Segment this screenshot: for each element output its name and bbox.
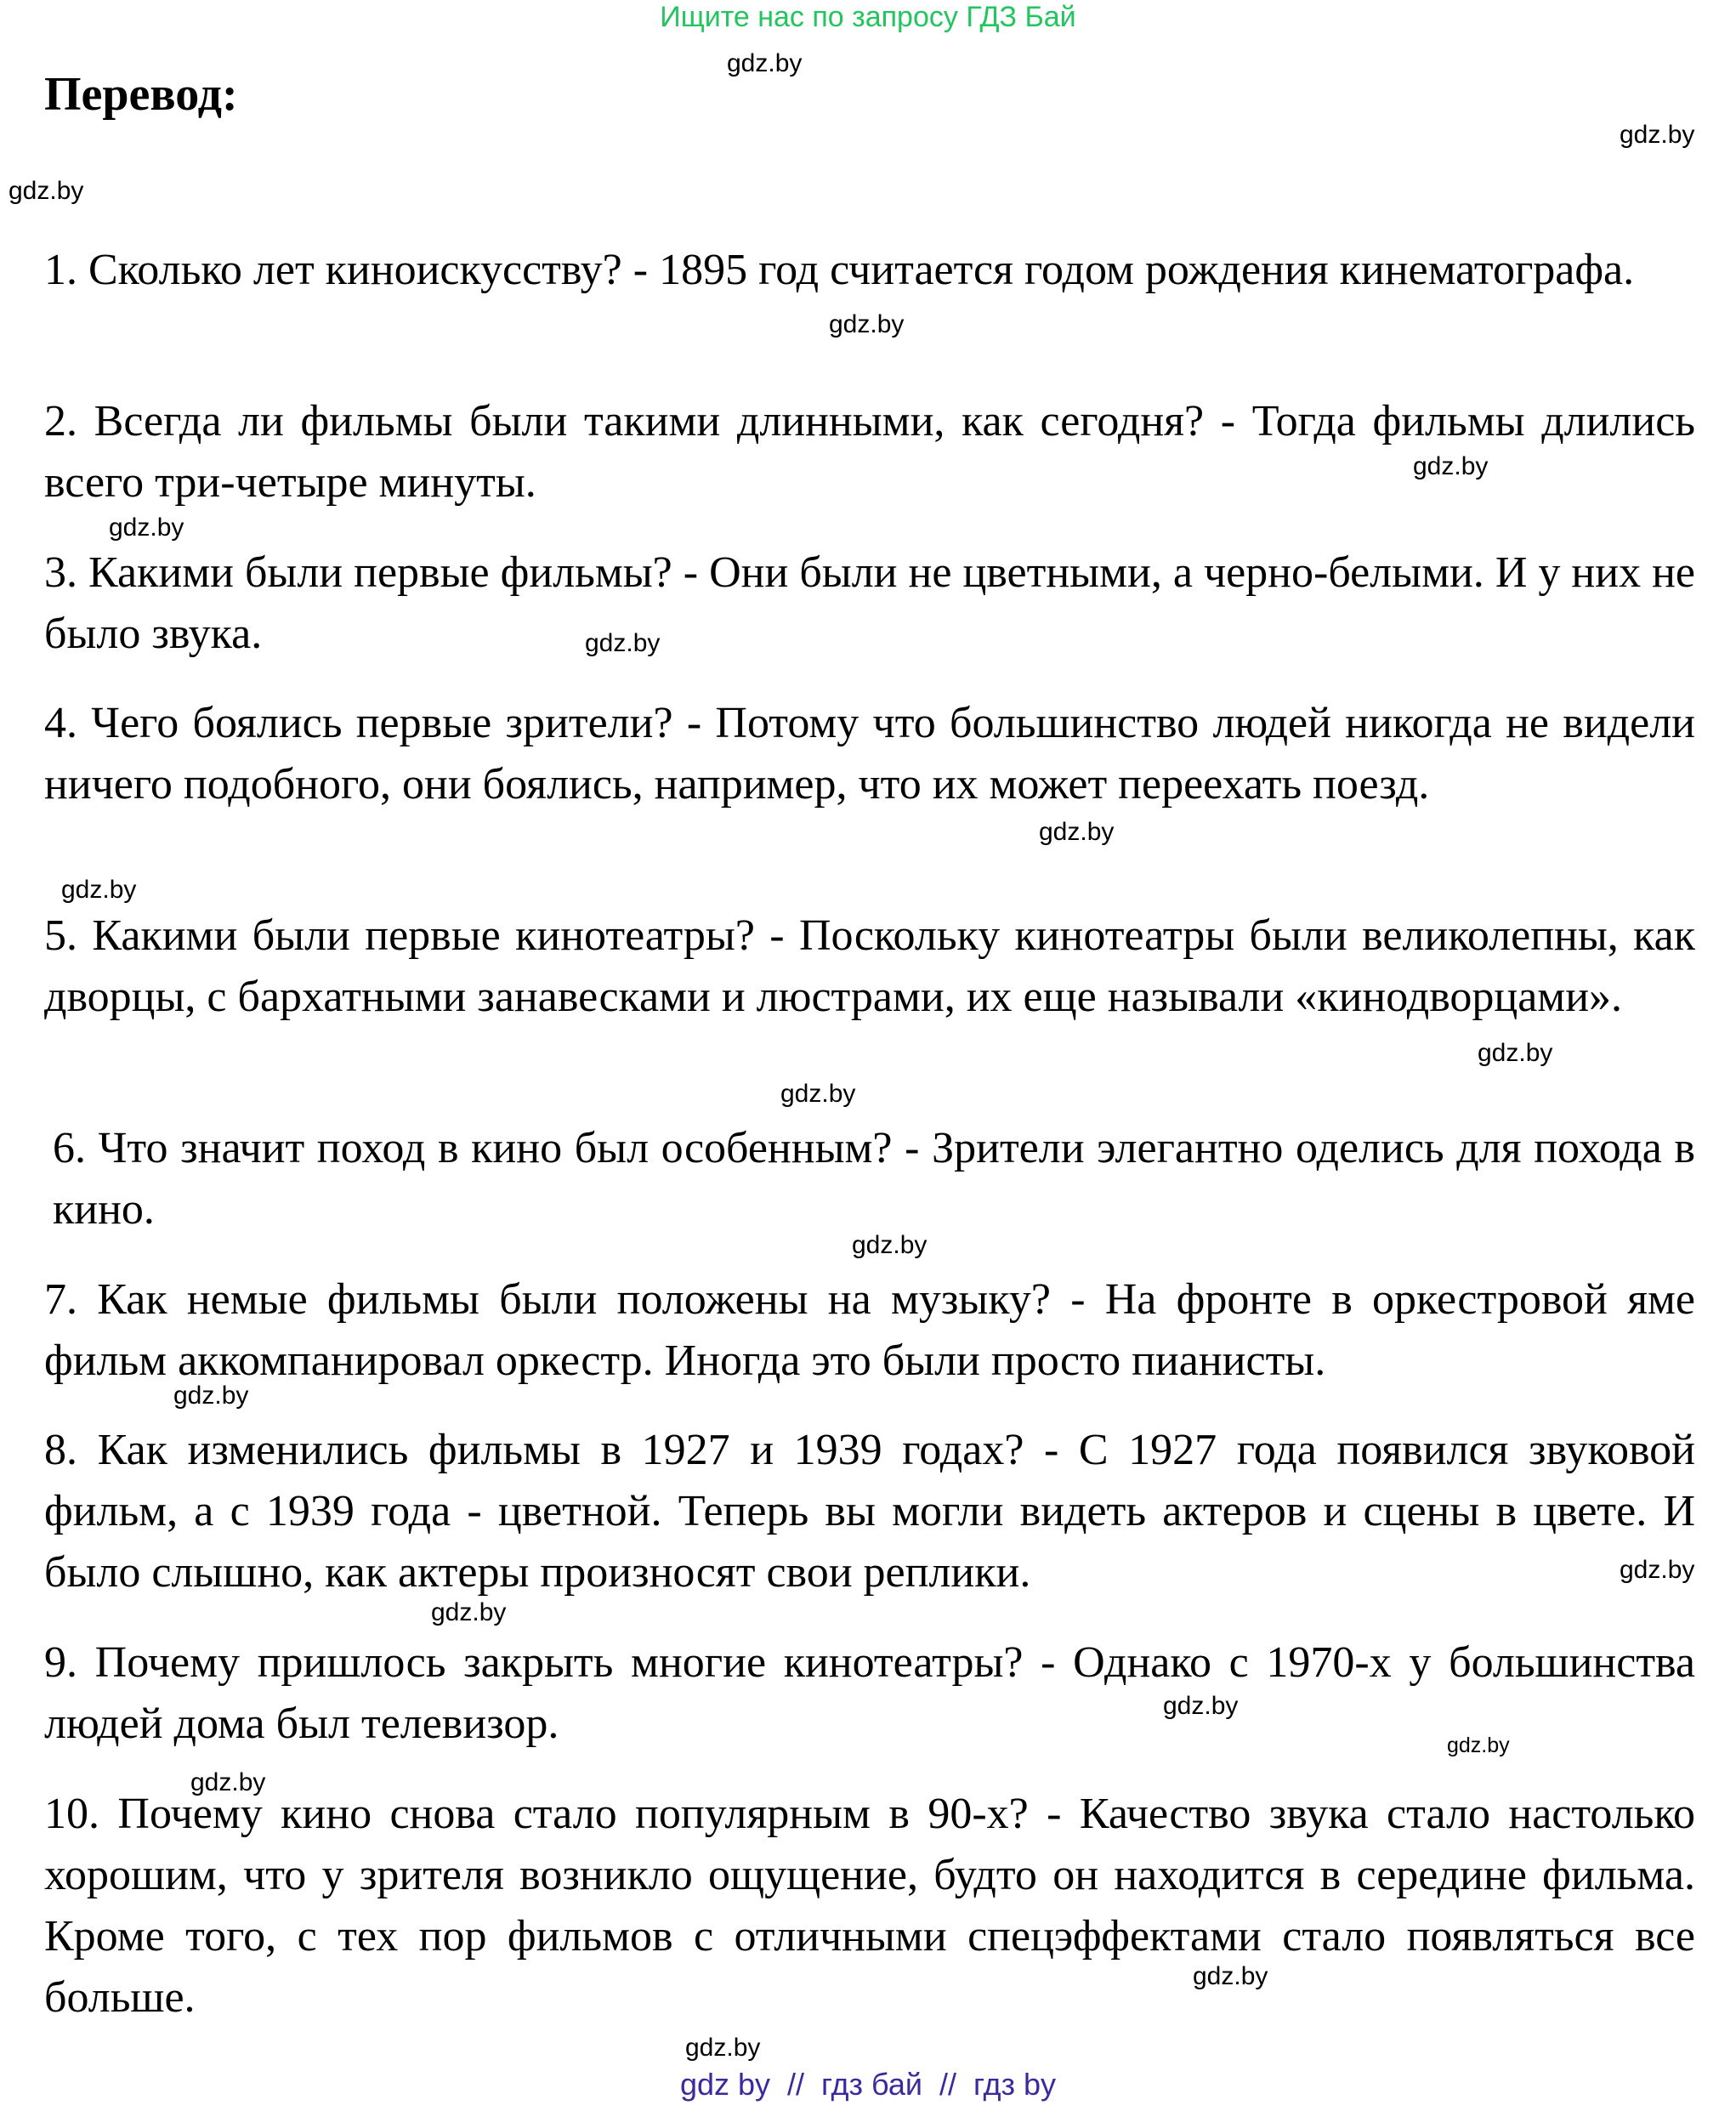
page-title: Перевод: <box>44 68 238 121</box>
watermark: gdz.by <box>1193 1962 1268 1990</box>
watermark: gdz.by <box>685 2034 761 2062</box>
watermark: gdz.by <box>109 514 184 542</box>
watermark: gdz.by <box>1620 1556 1695 1584</box>
watermark: gdz.by <box>1039 818 1115 846</box>
paragraph-7: 7. Как немые фильмы были положены на музыку? - На фронте в оркестровой яме фильм аккомпанировал оркестр. Иногда это были просто пианисты. <box>44 1275 1695 1385</box>
watermark: gdz.by <box>61 876 137 904</box>
watermark: gdz.by <box>780 1080 856 1108</box>
paragraph-6: 6. Что значит поход в кино был особенным? - Зрители элегантно оделись для похода в кино. <box>53 1124 1695 1234</box>
paragraph-5: 5. Какими были первые кинотеатры? - Поскольку кинотеатры были великолепны, как дворцы, с бархатными занавесками и люстрами, их еще называли «кинодворцами». <box>44 911 1695 1021</box>
watermark: gdz.by <box>852 1231 928 1259</box>
watermark: gdz.by <box>1620 121 1695 149</box>
paragraph-9: 9. Почему пришлось закрыть многие кинотеатры? - Однако с 1970-х у большинства людей дома был телевизор. <box>44 1638 1695 1748</box>
paragraph-8: 8. Как изменились фильмы в 1927 и 1939 годах? - С 1927 года появился звуковой фильм, а с 1939 года - цветной. Теперь вы могли видеть актеров и сцены в цвете. И было слышно, как актеры произносят свои реплики. <box>44 1426 1695 1597</box>
paragraph-4: 4. Чего боялись первые зрители? - Потому что большинство людей никогда не видели ничего подобного, они боялись, например, что их может переехать поезд. <box>44 699 1695 809</box>
watermark: gdz.by <box>190 1768 266 1796</box>
search-banner: Ищите нас по запросу ГДЗ Бай <box>660 1 1076 33</box>
watermark: gdz.by <box>1163 1692 1239 1720</box>
watermark: gdz.by <box>9 177 84 205</box>
watermark: gdz.by <box>1478 1039 1553 1067</box>
paragraph-2: 2. Всегда ли фильмы были такими длинными, как сегодня? - Тогда фильмы длились всего три-четыре минуты. <box>44 397 1695 507</box>
watermark: gdz.by <box>727 49 803 77</box>
watermark: gdz.by <box>173 1382 249 1410</box>
paragraph-1: 1. Сколько лет киноискусству? - 1895 год считается годом рождения кинематографа. <box>44 246 1635 294</box>
watermark: gdz.by <box>431 1598 507 1626</box>
watermark: gdz.by <box>585 629 661 657</box>
paragraph-10: 10. Почему кино снова стало популярным в 90-х? - Качество звука стало настолько хорошим, что у зрителя возникло ощущение, будто он находится в середине фильма. Кроме того, с тех пор фильмов с отличными спецэффектами стало появляться все больше. <box>44 1790 1695 2022</box>
watermark: gdz.by <box>1447 1734 1510 1757</box>
watermark: gdz.by <box>1413 452 1489 480</box>
watermark: gdz.by <box>829 310 905 338</box>
footer-watermark: gdz by // гдз бай // гдз by <box>679 2067 1057 2102</box>
paragraph-3: 3. Какими были первые фильмы? - Они были не цветными, а черно-белыми. И у них не было звука. <box>44 548 1695 658</box>
